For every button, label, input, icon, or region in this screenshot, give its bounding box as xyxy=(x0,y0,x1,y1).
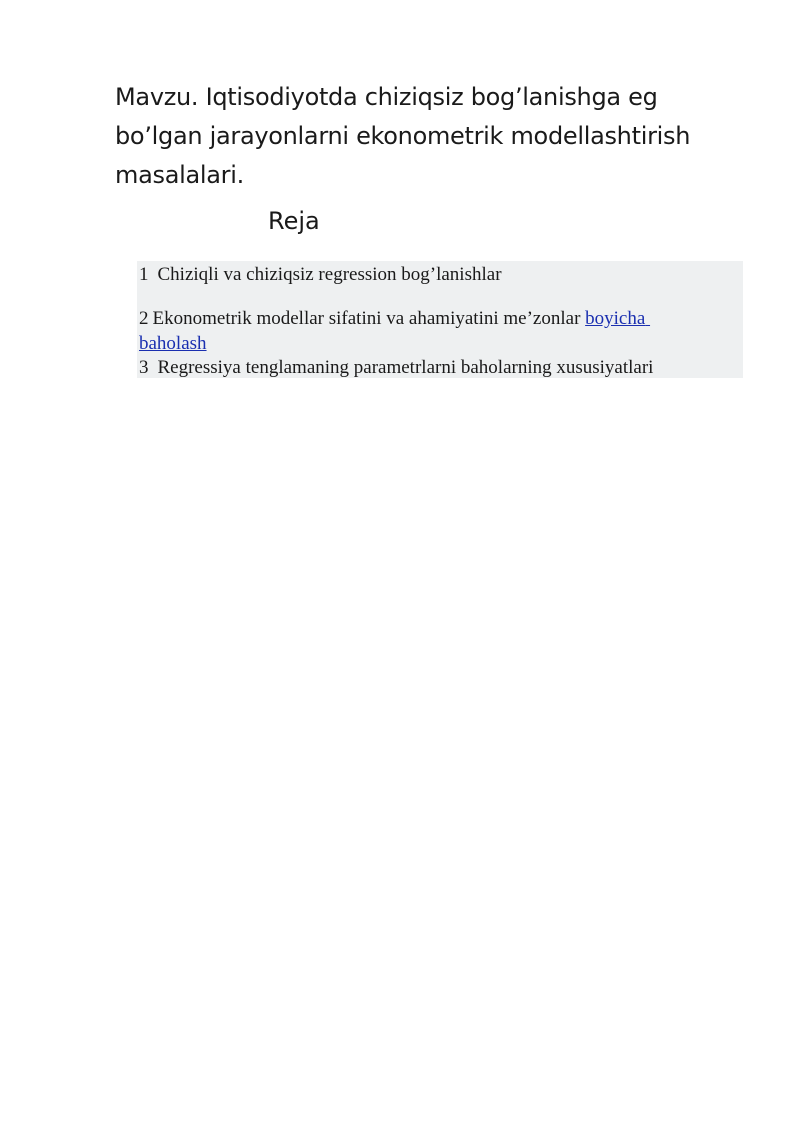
plan-item-link-line-1[interactable]: boyicha xyxy=(585,308,646,329)
plan-item-link-line-2[interactable]: baholash xyxy=(139,333,207,354)
plan-item-3 xyxy=(139,355,653,380)
plan-item-text: Chiziqli va chiziqsiz regression bog’lanishlar xyxy=(157,264,502,285)
plan-item-2 xyxy=(139,306,650,356)
plan-item-text: Regressiya tenglamaning parametrlarni baholarning xususiyatlari xyxy=(157,357,654,378)
plan-item-text: Ekonometrik modellar sifatini va ahamiyatini me’zonlar xyxy=(152,308,581,329)
plan-item-1 xyxy=(139,262,502,287)
plan-list xyxy=(137,261,743,378)
plan-item-number: 3 xyxy=(139,357,149,378)
plan-item-number: 2 xyxy=(139,308,149,329)
plan-heading: Reja xyxy=(268,207,320,235)
document-title: Mavzu. Iqtisodiyotda chiziqsiz bog’lanishga eg bo’lgan jarayonlarni ekonometrik modellashtirish masalalari. xyxy=(115,83,691,189)
plan-item-number: 1 xyxy=(139,264,149,285)
